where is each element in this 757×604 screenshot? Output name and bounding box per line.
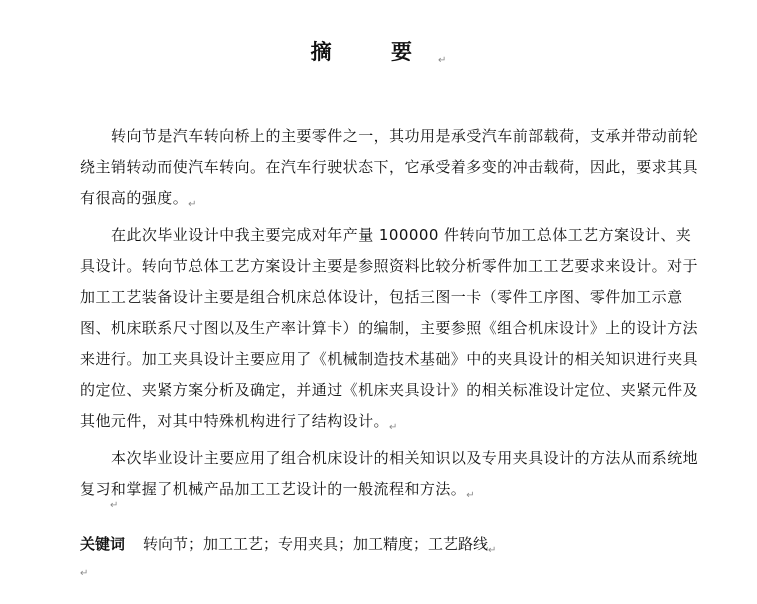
- empty-paragraph-mark-icon: ↵: [80, 568, 89, 579]
- abstract-paragraph-3: [80, 443, 700, 511]
- paragraph-text: 在此次毕业设计中我主要完成对年产量 100000 件转向节加工总体工艺方案设计、夹具设计。转向节总体工艺方案设计主要是参照资料比较分析零件加工工艺要求来设计。对于加工工艺装备设计主要是组合机床总体设计，包括三图一卡（零件工序图、零件加工示意图、机床联系尺寸图以及生产率计算卡）的编制，主要参照《组合机床设计》上的设计方法来进行。加工夹具设计主要应用了《机械制造技术基础》中的夹具设计的相关知识进行夹具的定位、夹紧方案分析及确定，并通过《机床夹具设计》的相关标准设计定位、夹紧元件及其他元件，对其中特殊机构进行了结构设计。: [80, 226, 699, 430]
- abstract-paragraph-1: [80, 121, 700, 220]
- keywords-value: 转向节；加工工艺；专用夹具；加工精度；工艺路线: [143, 535, 489, 553]
- paragraph-mark-icon: ↵: [188, 199, 197, 210]
- paragraph-text: 转向节是汽车转向桥上的主要零件之一，其功用是承受汽车前部载荷，支承并带动前轮绕主销转动而使汽车转向。在汽车行驶状态下，它承受着多变的冲击载荷，因此，要求其具有很高的强度。: [80, 127, 699, 207]
- abstract-body: [80, 121, 700, 511]
- paragraph-mark-icon: ↵: [466, 490, 475, 501]
- abstract-title-text: 摘 要: [310, 39, 438, 64]
- abstract-paragraph-2: [80, 220, 700, 443]
- paragraph-mark-icon: ↵: [437, 55, 447, 66]
- keywords-label: 关键词: [80, 535, 126, 553]
- abstract-title: [0, 38, 757, 75]
- keywords-line: [80, 533, 496, 562]
- paragraph-mark-icon: ↵: [389, 422, 398, 433]
- paragraph-text: 本次毕业设计主要应用了组合机床设计的相关知识以及专用夹具设计的方法从而系统地复习和掌握了机械产品加工工艺设计的一般流程和方法。: [80, 449, 699, 498]
- empty-paragraph-mark-icon: ↵: [110, 500, 119, 511]
- paragraph-mark-icon: ↵: [488, 545, 497, 556]
